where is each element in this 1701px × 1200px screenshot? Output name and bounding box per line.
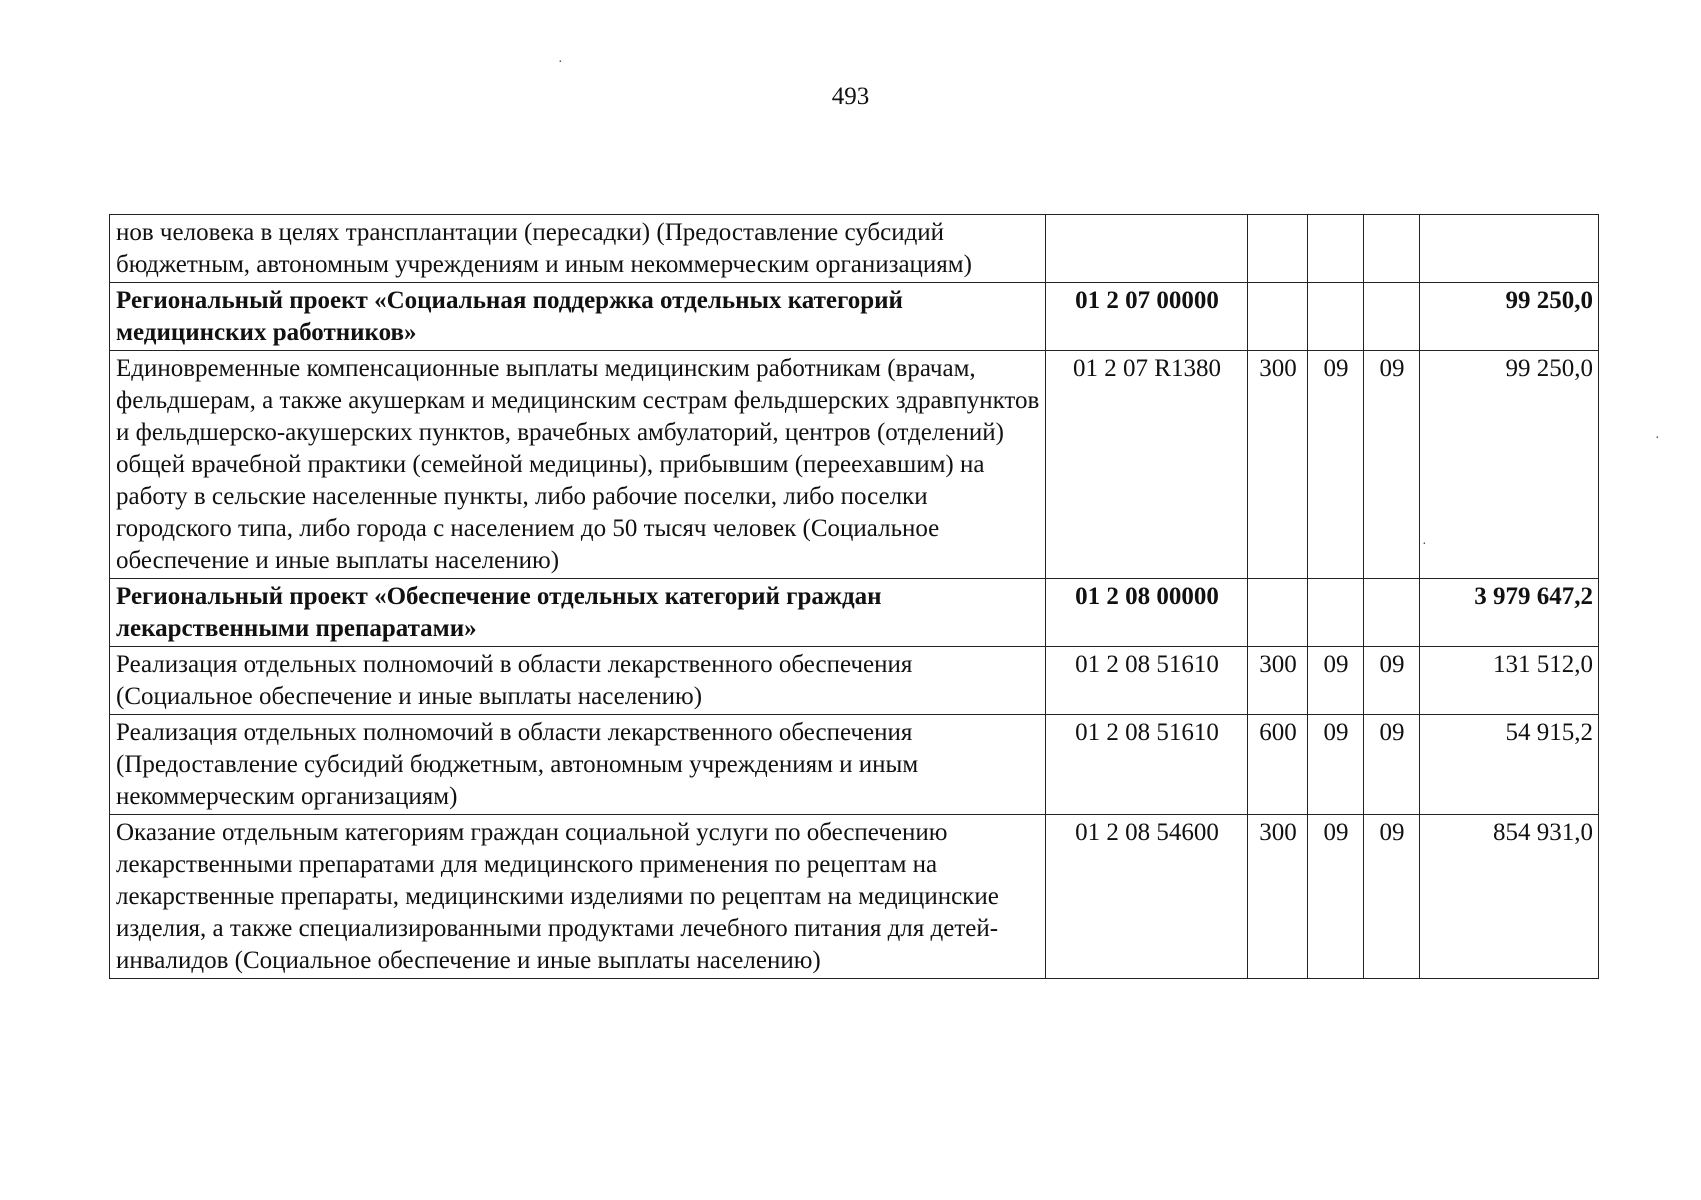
budget-table [109,214,1599,979]
table-row [110,647,1599,715]
expense-type-code [1248,283,1308,351]
page-number: 493 [831,83,870,110]
amount-cell: 131 512,0 [1420,647,1599,715]
expense-type-code: 300 [1248,647,1308,715]
expense-type-code [1248,579,1308,647]
target-article-code: 01 2 08 51610 [1046,647,1248,715]
item-name: Реализация отдельных полномочий в области лекарственного обеспечения (Социальное обеспечение и иные выплаты населению) [110,647,1046,715]
item-name: Реализация отдельных полномочий в области лекарственного обеспечения (Предоставление субсидий бюджетным, автономным учреждениям и иным некоммерческим организациям) [110,715,1046,815]
target-article-code: 01 2 08 00000 [1046,579,1248,647]
table-row [110,579,1599,647]
expense-type-code: 300 [1248,815,1308,979]
subsection-code: 09 [1364,715,1420,815]
target-article-code: 01 2 08 51610 [1046,715,1248,815]
table-row [110,815,1599,979]
section-code: 09 [1308,351,1364,579]
table-row [110,283,1599,351]
subsection-code: 09 [1364,815,1420,979]
amount-cell: 3 979 647,2 [1420,579,1599,647]
target-article-code [1046,215,1248,283]
amount-cell [1420,215,1599,283]
section-code [1308,579,1364,647]
amount-cell: 99 250,0 [1420,351,1599,579]
item-name: Региональный проект «Социальная поддержка отдельных категорий медицинских работников» [110,283,1046,351]
scan-speck: · [1655,431,1660,446]
section-code [1308,283,1364,351]
subsection-code [1364,283,1420,351]
section-code: 09 [1308,815,1364,979]
subsection-code: 09 [1364,351,1420,579]
budget-table-body [110,215,1599,979]
subsection-code: 09 [1364,647,1420,715]
amount-cell: 854 931,0 [1420,815,1599,979]
scan-speck: · [1422,537,1427,552]
target-article-code: 01 2 07 R1380 [1046,351,1248,579]
item-name: Единовременные компенсационные выплаты медицинским работникам (врачам, фельдшерам, а также акушеркам и медицинским сестрам фельдшерских здравпунктов и фельдшерско-акушерских пунктов, врачебных амбулаторий, центров (отделений) общей врачебной практики (семейной медицины), прибывшим (переехавшим) на работу в сельские населенные пункты, либо рабочие поселки, либо поселки городского типа, либо города с населением до 50 тысяч человек (Социальное обеспечение и иные выплаты населению) [110,351,1046,579]
expense-type-code: 300 [1248,351,1308,579]
section-code: 09 [1308,647,1364,715]
item-name: нов человека в целях трансплантации (пересадки) (Предоставление субсидий бюджетным, автономным учреждениям и иным некоммерческим организациям) [110,215,1046,283]
subsection-code [1364,579,1420,647]
table-row [110,351,1599,579]
item-name: Региональный проект «Обеспечение отдельных категорий граждан лекарственными препаратами» [110,579,1046,647]
table-row [110,215,1599,283]
section-code [1308,215,1364,283]
scan-speck: · [558,55,563,70]
table-row [110,715,1599,815]
target-article-code: 01 2 07 00000 [1046,283,1248,351]
target-article-code: 01 2 08 54600 [1046,815,1248,979]
subsection-code [1364,215,1420,283]
amount-cell: 54 915,2 [1420,715,1599,815]
section-code: 09 [1308,715,1364,815]
expense-type-code [1248,215,1308,283]
item-name: Оказание отдельным категориям граждан социальной услуги по обеспечению лекарственными препаратами для медицинского применения по рецептам на лекарственные препараты, медицинскими изделиями по рецептам на медицинские изделия, а также специализированными продуктами лечебного питания для детей-инвалидов (Социальное обеспечение и иные выплаты населению) [110,815,1046,979]
amount-cell: 99 250,0 [1420,283,1599,351]
expense-type-code: 600 [1248,715,1308,815]
